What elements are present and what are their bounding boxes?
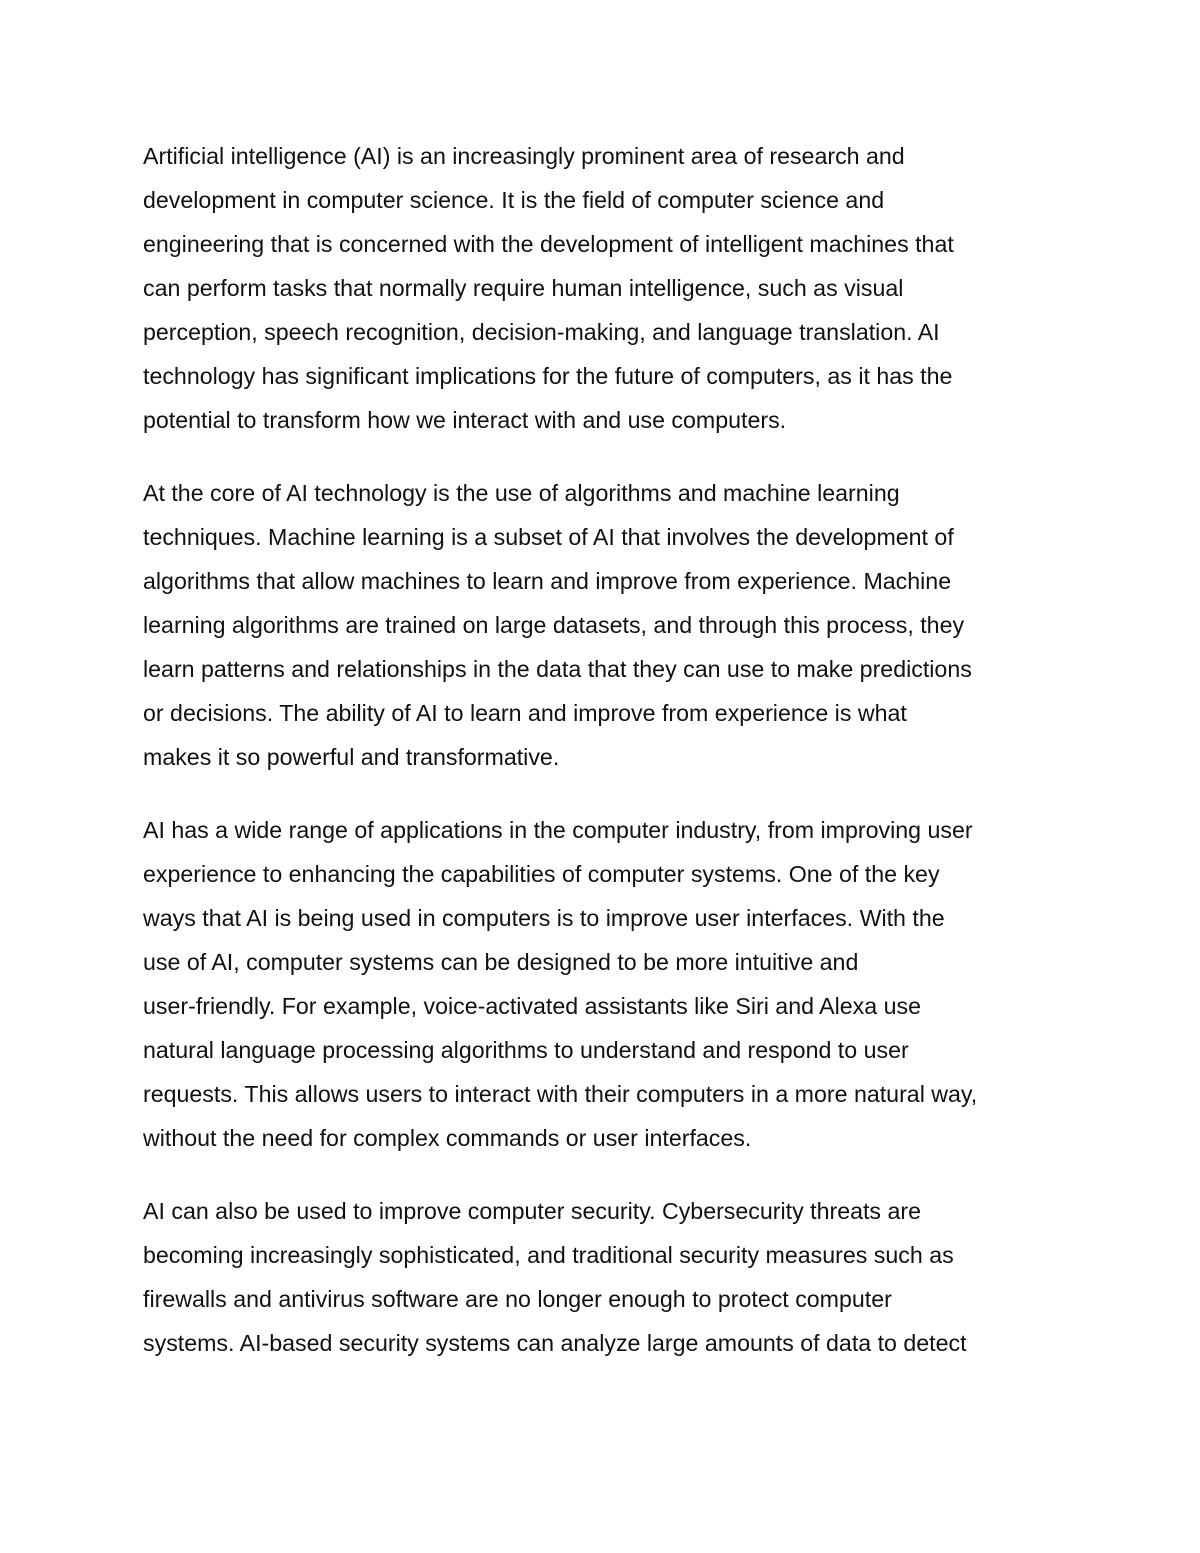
text-line: systems. AI-based security systems can analyze large amounts of data to detect xyxy=(143,1330,967,1356)
text-line: learning algorithms are trained on large datasets, and through this process, they xyxy=(143,612,965,638)
document-body xyxy=(143,134,1073,1394)
text-line: technology has significant implications for the future of computers, as it has the xyxy=(143,363,953,389)
text-line: experience to enhancing the capabilities of computer systems. One of the key xyxy=(143,861,940,887)
paragraph-ai-introduction xyxy=(143,134,1073,442)
text-line: natural language processing algorithms to understand and respond to user xyxy=(143,1037,909,1063)
text-line: firewalls and antivirus software are no longer enough to protect computer xyxy=(143,1286,892,1312)
text-line: development in computer science. It is the field of computer science and xyxy=(143,187,885,213)
text-line: or decisions. The ability of AI to learn and improve from experience is what xyxy=(143,700,907,726)
text-line: can perform tasks that normally require human intelligence, such as visual xyxy=(143,275,904,301)
text-line: Artificial intelligence (AI) is an increasingly prominent area of research and xyxy=(143,143,905,169)
text-line: algorithms that allow machines to learn and improve from experience. Machine xyxy=(143,568,952,594)
text-line: learn patterns and relationships in the data that they can use to make predictions xyxy=(143,656,972,682)
text-line: ways that AI is being used in computers is to improve user interfaces. With the xyxy=(143,905,945,931)
text-line: techniques. Machine learning is a subset of AI that involves the development of xyxy=(143,524,954,550)
text-line: AI has a wide range of applications in the computer industry, from improving user xyxy=(143,817,973,843)
text-line: At the core of AI technology is the use of algorithms and machine learning xyxy=(143,480,900,506)
text-line: user-friendly. For example, voice-activated assistants like Siri and Alexa use xyxy=(143,993,921,1019)
paragraph-applications xyxy=(143,808,1073,1160)
text-line: requests. This allows users to interact with their computers in a more natural way, xyxy=(143,1081,978,1107)
text-line: makes it so powerful and transformative. xyxy=(143,744,560,770)
text-line: use of AI, computer systems can be designed to be more intuitive and xyxy=(143,949,859,975)
text-line: engineering that is concerned with the development of intelligent machines that xyxy=(143,231,954,257)
text-line: potential to transform how we interact with and use computers. xyxy=(143,407,787,433)
paragraph-machine-learning xyxy=(143,471,1073,779)
text-line: perception, speech recognition, decision-making, and language translation. AI xyxy=(143,319,940,345)
text-line: AI can also be used to improve computer security. Cybersecurity threats are xyxy=(143,1198,921,1224)
text-line: becoming increasingly sophisticated, and traditional security measures such as xyxy=(143,1242,954,1268)
paragraph-security xyxy=(143,1189,1073,1365)
text-line: without the need for complex commands or user interfaces. xyxy=(143,1125,752,1151)
